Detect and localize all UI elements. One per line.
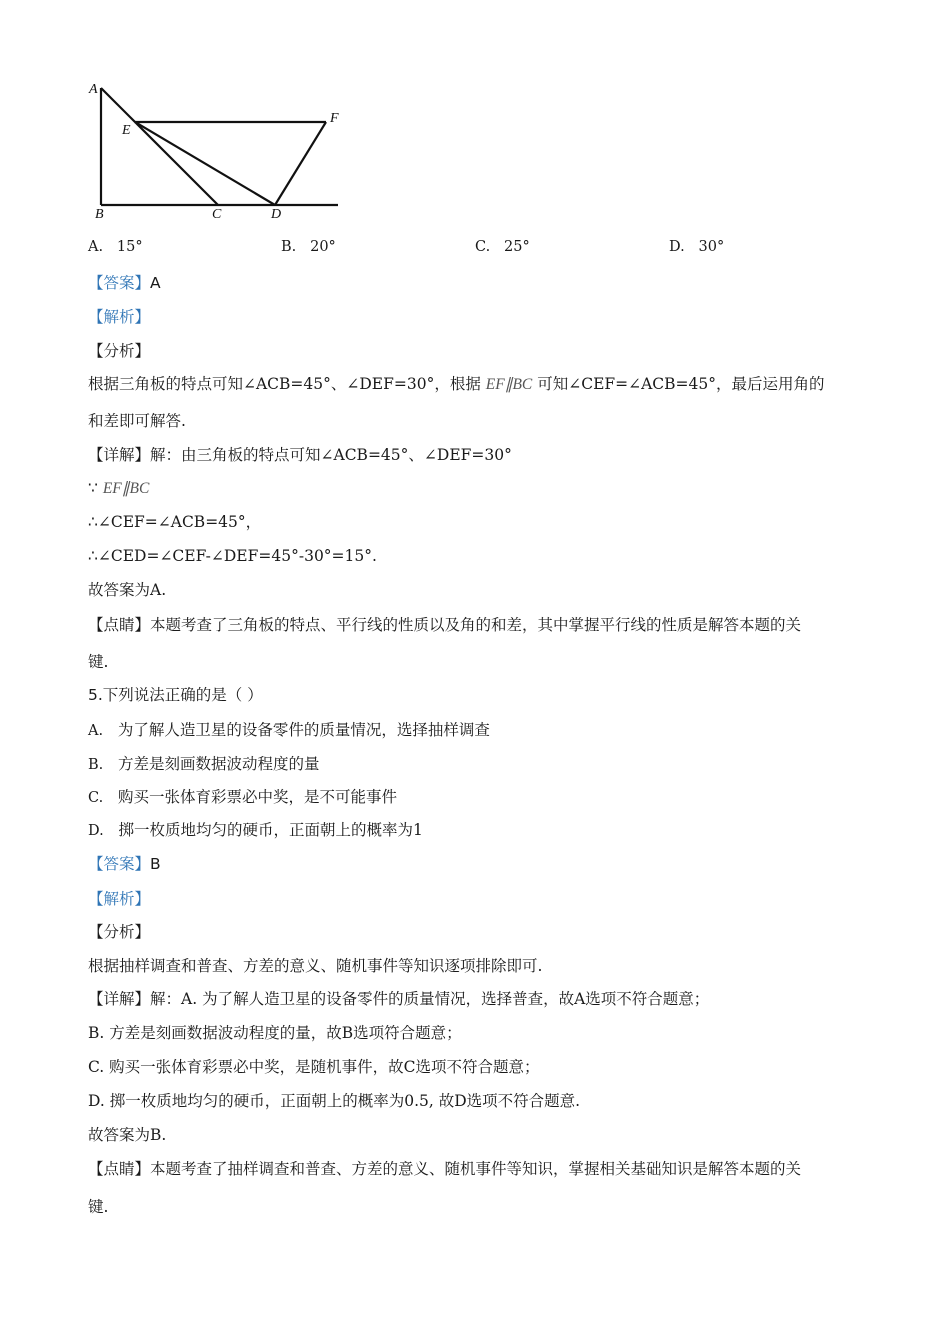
answer-tag: 【答案】 xyxy=(88,274,151,292)
q4-dianjing-line-1 xyxy=(88,615,801,635)
point-label-d: D xyxy=(271,207,282,222)
answer-tag: 【答案】 xyxy=(88,855,151,873)
q4-dianjing-line-2: 键. xyxy=(88,653,109,671)
option-letter: C. xyxy=(88,790,104,806)
q5-fenxi-tag: 【分析】 xyxy=(88,923,151,941)
text-segment: 可知∠CEF=∠ACB=45°，最后运用角的 xyxy=(537,375,825,393)
dianjing-text: 本题考查了抽样调查和普查、方差的意义、随机事件等知识，掌握相关基础知识是解答本题的关 xyxy=(150,1160,802,1178)
q4-because-line xyxy=(88,478,149,499)
q5-option-c xyxy=(88,787,397,808)
q4-therefore-line-1: ∴∠CEF=∠ACB=45°， xyxy=(88,513,262,531)
text-segment: 根据三角板的特点可知∠ACB=45°、∠DEF=30°，根据 xyxy=(88,375,481,393)
answer-value: A xyxy=(150,274,161,292)
option-letter: A. xyxy=(88,723,104,739)
option-value: 30° xyxy=(698,239,725,255)
q4-fenxi-tag: 【分析】 xyxy=(88,342,151,360)
q4-jiexi-tag: 【解析】 xyxy=(88,308,151,326)
xiangjie-tag: 【详解】 xyxy=(88,446,151,464)
segment-fd xyxy=(275,122,326,205)
dianjing-text: 本题考查了三角板的特点、平行线的性质以及角的和差，其中掌握平行线的性质是解答本题的关 xyxy=(150,616,802,634)
option-letter: D. xyxy=(669,239,685,255)
q5-conclusion: 故答案为B. xyxy=(88,1126,167,1144)
q5-xiangjie xyxy=(88,989,709,1009)
point-label-a: A xyxy=(89,82,98,97)
xiangjie-tag: 【详解】 xyxy=(88,990,151,1008)
option-letter: D. xyxy=(88,823,104,839)
option-text: 掷一枚质地均匀的硬币，正面朝上的概率为1 xyxy=(118,821,423,839)
segment-ac xyxy=(101,88,218,205)
option-text: 购买一张体育彩票必中奖，是不可能事件 xyxy=(117,788,397,806)
q5-jiexi-tag: 【解析】 xyxy=(88,890,151,908)
xiangjie-text: 解：由三角板的特点可知∠ACB=45°、∠DEF=30° xyxy=(150,446,512,464)
dianjing-tag: 【点睛】 xyxy=(88,1160,151,1178)
q4-option-b xyxy=(281,239,336,255)
question-stem: .下列说法正确的是（ ） xyxy=(97,686,263,704)
xiangjie-text: 解：A. 为了解人造卫星的设备零件的质量情况，选择普查，故A选项不符合题意； xyxy=(150,990,710,1008)
q5-line-d: D. 掷一枚质地均匀的硬币，正面朝上的概率为0.5, 故D选项不符合题意. xyxy=(88,1092,581,1110)
q4-answer xyxy=(88,273,161,293)
q4-fenxi-line-2: 和差即可解答. xyxy=(88,412,186,430)
option-value: 20° xyxy=(310,239,336,255)
q4-therefore-line-2: ∴∠CED=∠CEF-∠DEF=45°-30°=15°. xyxy=(88,547,377,565)
because-symbol: ∵ xyxy=(88,479,98,497)
point-label-c: C xyxy=(212,207,222,222)
q5-dianjing-line-1 xyxy=(88,1159,801,1179)
q4-option-a xyxy=(88,239,143,255)
q5-fenxi-text: 根据抽样调查和普查、方差的意义、随机事件等知识逐项排除即可. xyxy=(88,957,543,975)
option-text: 方差是刻画数据波动程度的量 xyxy=(118,755,320,773)
q5-dianjing-line-2: 键. xyxy=(88,1198,109,1216)
q5-line-b: B. 方差是刻画数据波动程度的量，故B选项符合题意； xyxy=(88,1024,462,1042)
geometry-figure xyxy=(80,78,350,228)
q5-stem xyxy=(88,685,263,705)
q5-option-d xyxy=(88,820,423,841)
dianjing-tag: 【点睛】 xyxy=(88,616,151,634)
q4-fenxi-line-1 xyxy=(88,374,825,395)
option-letter: C. xyxy=(475,239,491,255)
q4-option-c xyxy=(475,239,530,255)
option-letter: B. xyxy=(88,757,104,773)
q4-xiangjie xyxy=(88,445,512,465)
q5-option-a xyxy=(88,720,490,741)
option-letter: B. xyxy=(281,239,297,255)
q4-option-d xyxy=(669,239,724,255)
math-expression: EF∥BC xyxy=(102,480,150,497)
point-label-b: B xyxy=(95,207,104,222)
option-text: 为了解人造卫星的设备零件的质量情况，选择抽样调查 xyxy=(117,721,490,739)
point-label-e: E xyxy=(122,123,131,138)
question-number: 5 xyxy=(88,686,98,704)
answer-value: B xyxy=(150,855,161,873)
q5-line-c: C. 购买一张体育彩票必中奖，是随机事件，故C选项不符合题意； xyxy=(88,1058,540,1076)
math-expression: EF∥BC xyxy=(485,376,533,393)
option-value: 15° xyxy=(116,239,143,255)
option-letter: A. xyxy=(88,239,104,255)
q5-option-b xyxy=(88,754,320,775)
q4-conclusion: 故答案为A. xyxy=(88,581,167,599)
q5-answer xyxy=(88,854,161,874)
option-value: 25° xyxy=(504,239,530,255)
point-label-f: F xyxy=(330,111,339,126)
